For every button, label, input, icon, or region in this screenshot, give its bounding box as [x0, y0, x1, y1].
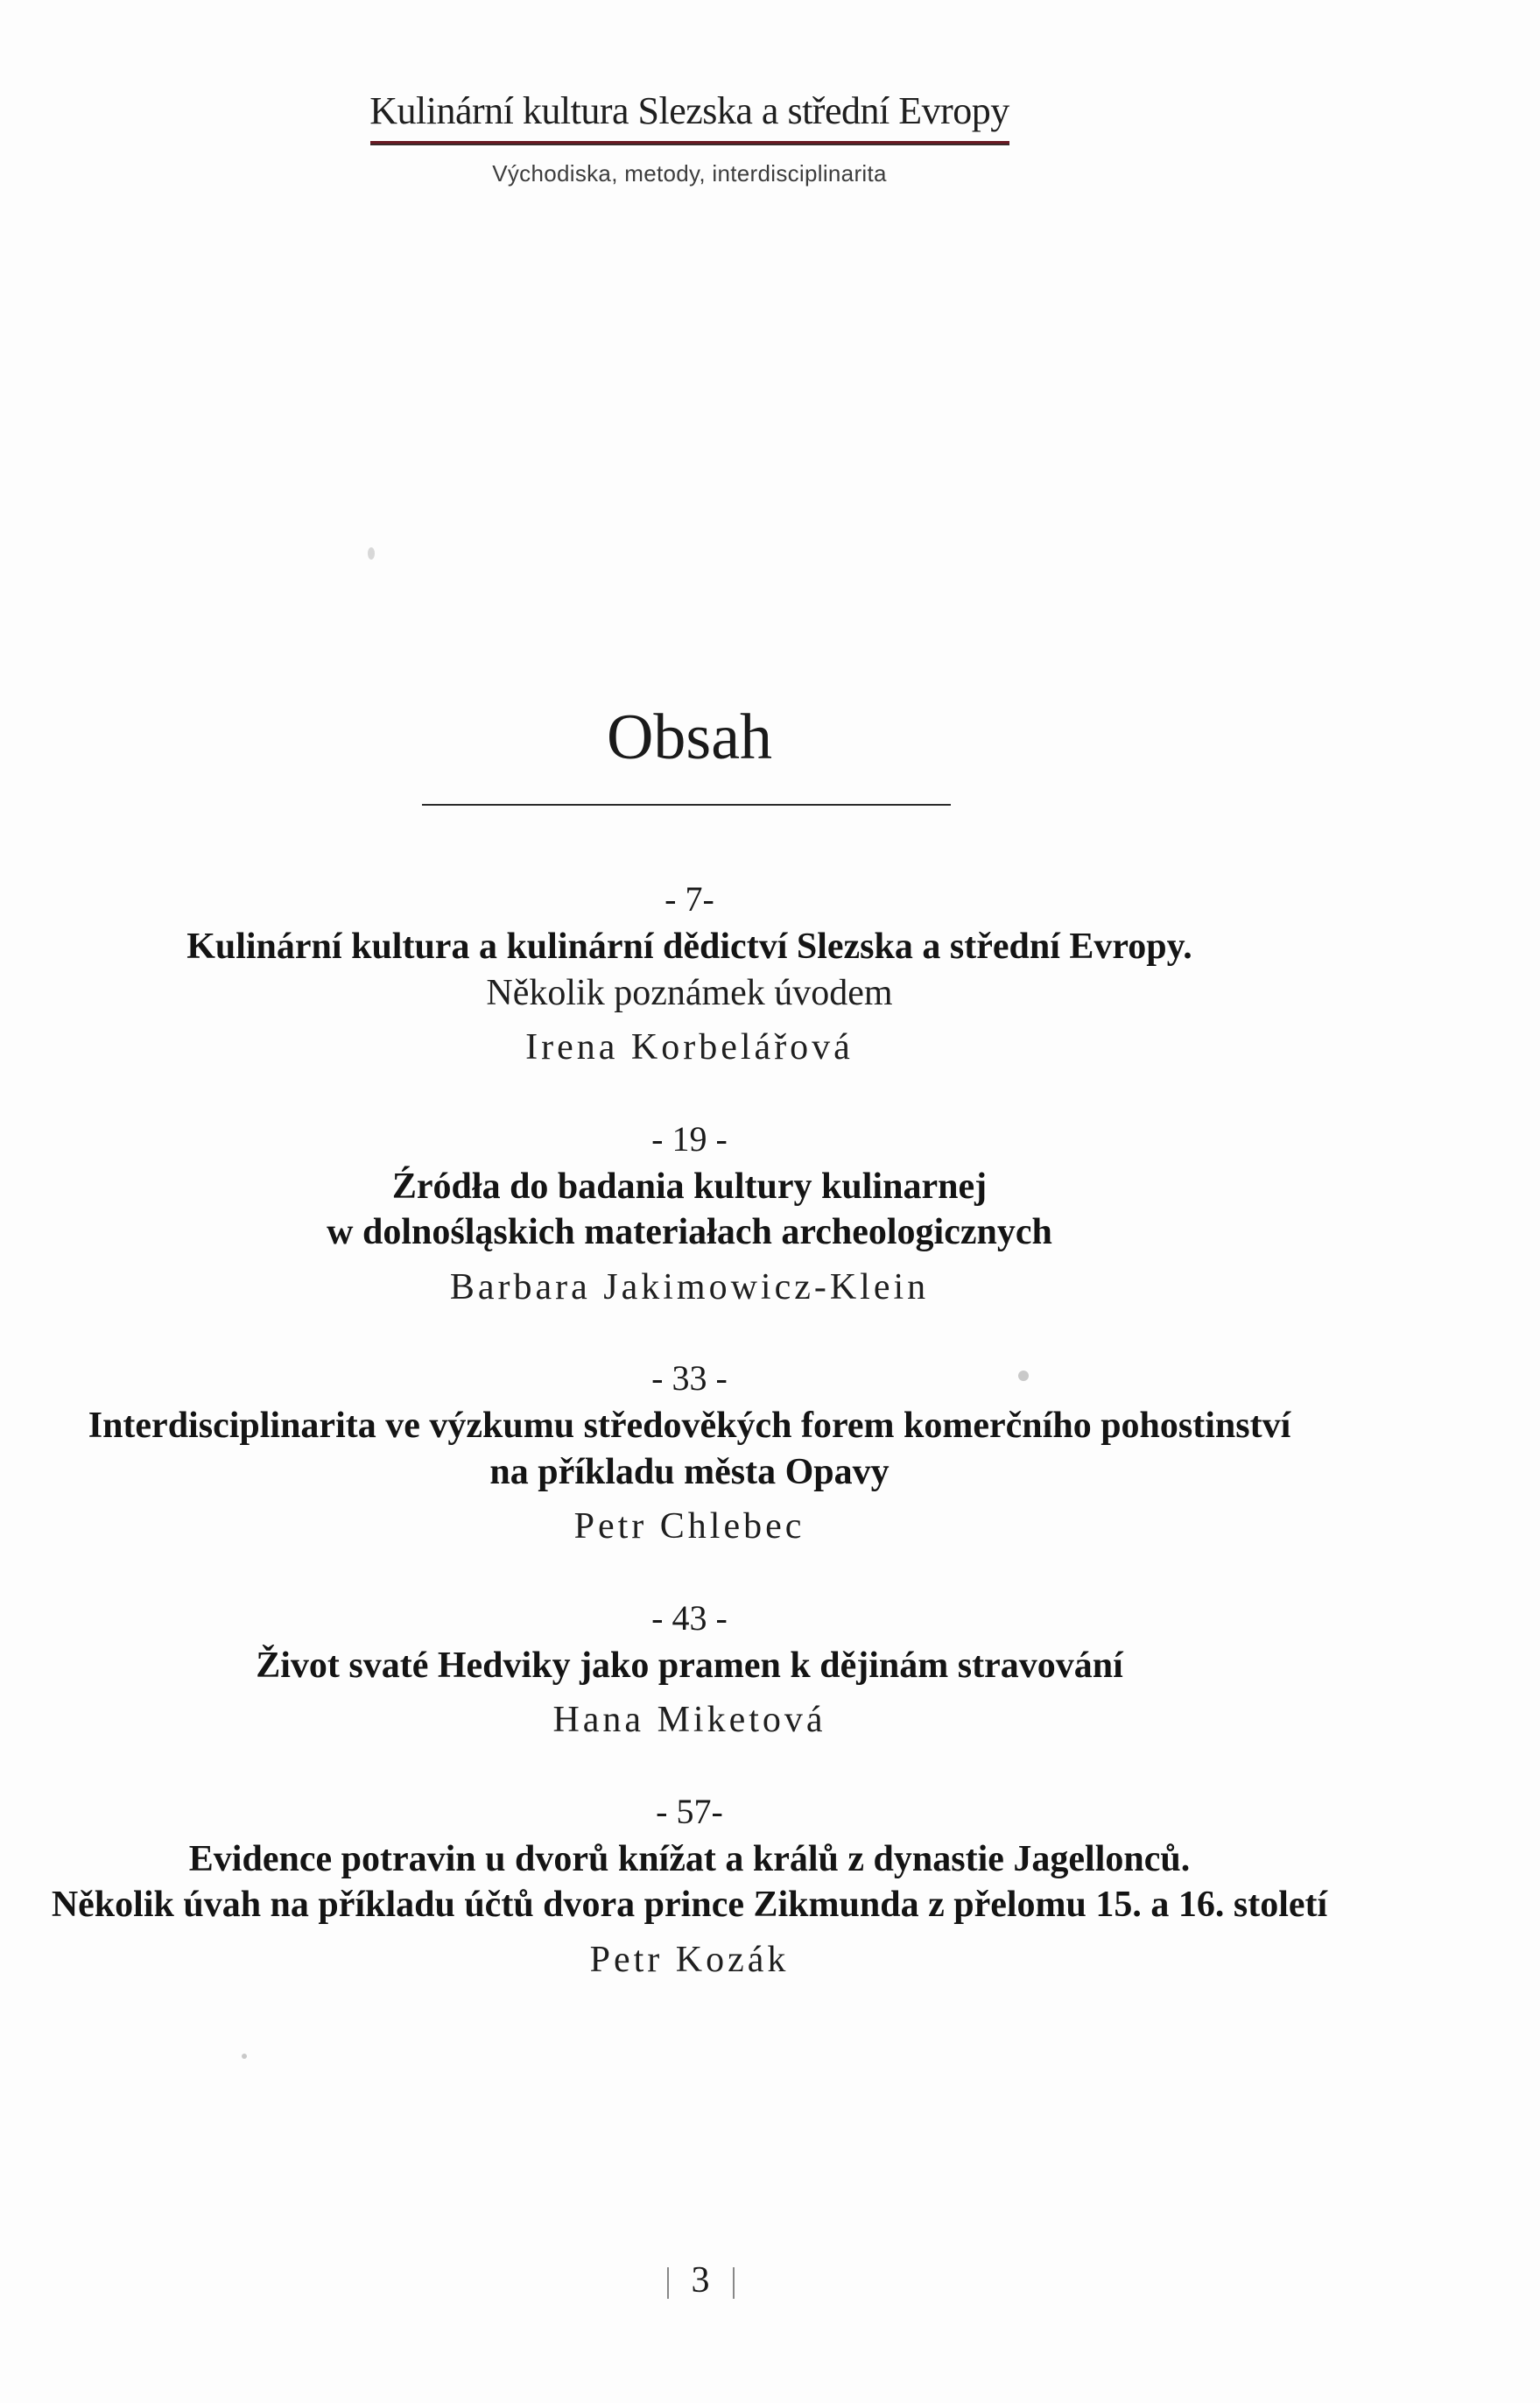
toc-entry-title-line2[interactable]: Několik úvah na příkladu účtů dvora prince Zikmunda z přelomu 15. a 16. století: [51, 1885, 1328, 1925]
toc-entry-title[interactable]: Kulinární kultura a kulinární dědictví Slezska a střední Evropy.: [186, 927, 1192, 967]
paper-speck: [242, 2054, 247, 2059]
page-number: 3: [691, 2260, 710, 2301]
toc-entry-page: - 43 -: [651, 1597, 728, 1638]
toc-entry-title-line2[interactable]: na příkladu města Opavy: [489, 1451, 890, 1492]
folio-bar-left: [667, 2267, 669, 2299]
toc-entry[interactable]: [0, 1120, 1379, 1311]
running-header: [0, 89, 1379, 187]
book-subtitle: Východiska, metody, interdisciplinarita: [492, 160, 887, 187]
toc-entry-author: Petr Chlebec: [573, 1506, 805, 1547]
toc-entry-author: Irena Korbelářová: [525, 1027, 854, 1068]
book-title: Kulinární kultura Slezska a střední Evropy: [369, 89, 1009, 132]
paper-speck: [1018, 1371, 1029, 1381]
toc-heading-rule: [422, 804, 951, 806]
paper-speck: [368, 547, 375, 560]
toc-entry-author: Petr Kozák: [589, 1939, 790, 1980]
toc-entry-page: - 33 -: [651, 1358, 728, 1398]
toc-entry[interactable]: [0, 1359, 1379, 1550]
toc-entry-subtitle: Několik poznámek úvodem: [486, 972, 893, 1013]
toc-entry-author: Hana Miketová: [552, 1700, 826, 1740]
toc-entry[interactable]: [0, 1793, 1379, 1984]
header-rule: [370, 139, 1009, 148]
toc-entry-author: Barbara Jakimowicz-Klein: [449, 1266, 930, 1307]
toc-entry-title-line2[interactable]: w dolnośląskich materiałach archeologicznych: [327, 1212, 1052, 1252]
toc-heading: Obsah: [606, 701, 773, 773]
toc-entry-title[interactable]: Život svaté Hedviky jako pramen k dějinám stravování: [256, 1645, 1123, 1686]
toc-entry-page: - 7-: [665, 879, 714, 919]
toc-entry[interactable]: [0, 1599, 1379, 1744]
toc-entry-title[interactable]: Źródła do badania kultury kulinarnej: [391, 1166, 988, 1207]
toc-list: [0, 880, 1379, 1983]
toc-entry[interactable]: [0, 880, 1379, 1071]
toc-entry-page: - 19 -: [651, 1118, 728, 1159]
toc-entry-title[interactable]: Interdisciplinarita ve výzkumu středověkých forem komerčního pohostinství: [88, 1406, 1291, 1446]
folio-bar-right: [733, 2267, 735, 2299]
toc-entry-title[interactable]: Evidence potravin u dvorů knížat a králů z dynastie Jagellonců.: [188, 1838, 1191, 1879]
toc-entry-page: - 57-: [656, 1791, 723, 1831]
page-folio: [0, 2259, 1401, 2301]
